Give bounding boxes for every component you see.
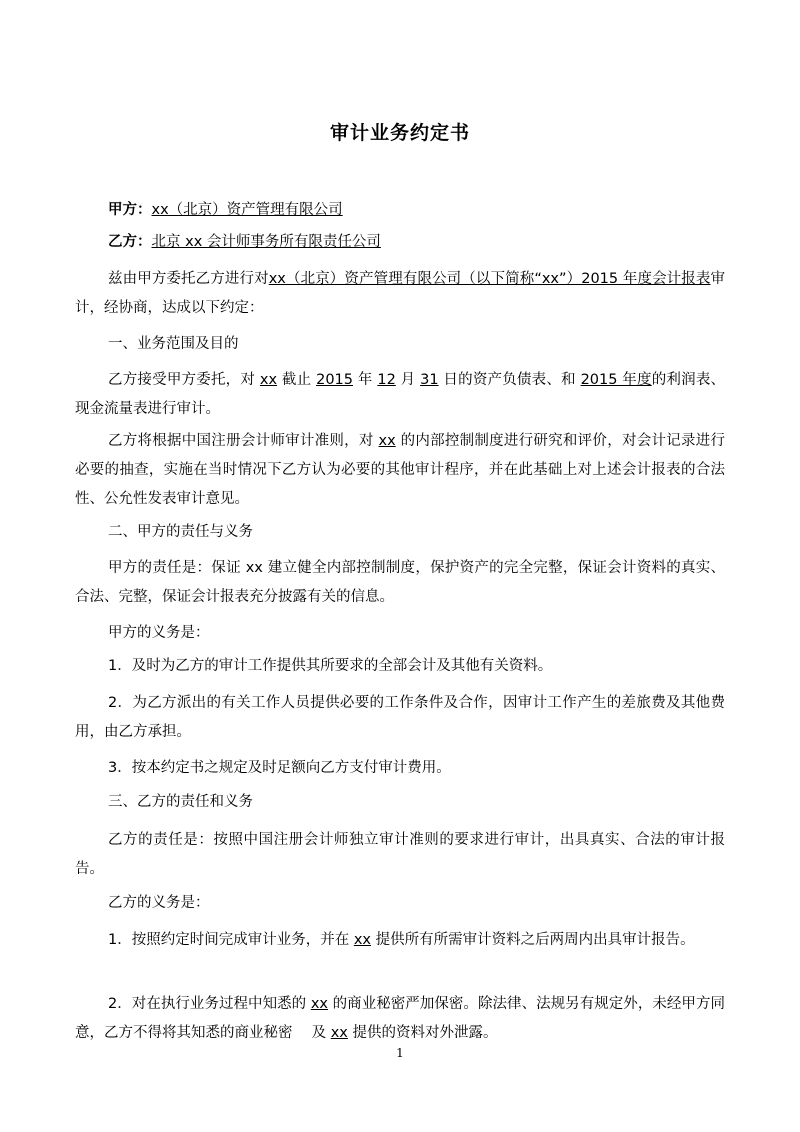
text: 截止 [277,372,317,388]
year-ref: 2015 [316,372,353,388]
month-ref: 12 [377,372,396,388]
client-ref: xx [330,1025,348,1041]
section-2-item-2: 2．为乙方派出的有关工作人员提供必要的工作条件及合作，因审计工作产生的差旅费及其他费用，由乙方承担。 [75,695,725,740]
section-1-paragraph-2 [75,427,725,514]
text: 2．对在执行业务过程中知悉的 [108,996,311,1012]
section-2-item-3: 3．按本约定书之规定及时足额向乙方支付审计费用。 [108,760,451,776]
intro-paragraph [75,265,725,323]
text: 的商业秘密严加保密。除法律、法规另有规定外，未经甲方同意，乙方不得将其知悉的商业秘密 及 [75,996,725,1041]
party-b-name: 北京 xx 会计师事务所有限责任公司 [151,234,381,250]
section-2-obligations-label: 甲方的义务是： [108,625,210,641]
section-1-heading: 一、业务范围及目的 [108,336,239,352]
section-2-item-1: 1．及时为乙方的审计工作提供其所要求的全部会计及其他有关资料。 [108,658,553,674]
party-a-line [75,196,725,225]
day-ref: 31 [420,372,439,388]
section-3-item-2 [75,990,725,1048]
party-a-name: xx（北京）资产管理有限公司 [151,202,343,218]
intro-client-ref: xx（北京）资产管理有限公司（以下简称“xx”）2015 年度会计报表 [268,271,711,287]
text: 月 [395,372,421,388]
page-number: 1 [396,1046,404,1060]
section-3-item-1 [75,926,725,955]
intro-text-1: 兹由甲方委托乙方进行对 [108,271,269,287]
text: 的内部控制制度进行研究和评价，对会计记录进行必要的抽查，实施在当时情况下乙方认为必要的其他审计程序，并在此基础上对上述会计报表的合法性、公允性发表审计意见。 [75,433,726,507]
client-ref: xx [259,372,278,388]
party-a-label: 甲方： [108,202,152,218]
text: 乙方接受甲方委托，对 [108,372,260,388]
client-ref: xx [310,996,328,1012]
section-2-responsibility: 甲方的责任是：保证 xx 建立健全内部控制制度，保护资产的完全完整，保证会计资料的真实、合法、完整，保证会计报表充分披露有关的信息。 [75,560,725,605]
document-title: 审计业务约定书 [329,122,470,144]
section-2-heading: 二、甲方的责任与义务 [108,524,253,540]
client-ref: xx [378,433,396,449]
section-3-obligations-label: 乙方的义务是： [108,895,210,911]
party-b-label: 乙方： [108,234,152,250]
text: 年 [353,372,378,388]
intro-text-2: 审计，经协商，达成以下约定： [75,271,726,316]
text: 提供的资料对外泄露。 [347,1025,498,1041]
text: 乙方将根据中国注册会计师审计准则，对 [108,433,379,449]
fiscal-year-ref: 2015 年度 [580,372,652,388]
section-1-paragraph-1 [75,366,725,424]
client-ref: xx [353,932,372,948]
section-3-heading: 三、乙方的责任和义务 [108,794,253,810]
text: 日的资产负债表、和 [438,372,581,388]
text: 1．按照约定时间完成审计业务，并在 [108,932,354,948]
text: 的利润表、现金流量表进行审计。 [75,372,726,417]
section-3-responsibility: 乙方的责任是：按照中国注册会计师独立审计准则的要求进行审计，出具真实、合法的审计报告。 [75,832,725,877]
party-b-line [75,228,725,257]
text: 提供所有所需审计资料之后两周内出具审计报告。 [371,932,695,948]
